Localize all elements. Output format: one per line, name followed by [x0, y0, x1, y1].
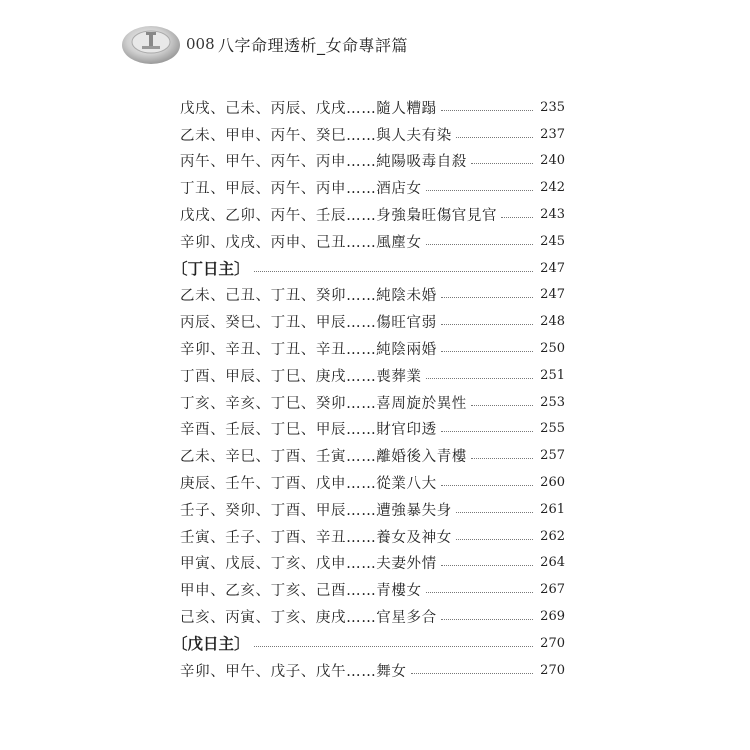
entry-title: 乙未、辛巳、丁酉、壬寅……離婚後入青樓	[180, 449, 467, 466]
toc-entry	[180, 416, 565, 443]
dot-leader	[441, 351, 533, 352]
dot-leader	[456, 539, 533, 540]
entry-title: 乙未、己丑、丁丑、癸卯……純陰未婚	[180, 288, 437, 305]
entry-page-number: 253	[540, 394, 565, 410]
dot-leader	[426, 244, 533, 245]
entry-page-number: 237	[540, 126, 565, 142]
entry-title: 己亥、丙寅、丁亥、庚戌……官星多合	[180, 610, 437, 627]
dot-leader	[471, 458, 533, 459]
entry-title: 辛卯、戊戌、丙申、己丑……風塵女	[180, 234, 422, 251]
toc-entry	[180, 148, 565, 175]
dot-leader	[426, 592, 533, 593]
entry-title: 甲寅、戊辰、丁亥、戊申……夫妻外情	[180, 556, 437, 573]
entry-title: 甲申、乙亥、丁亥、己酉……青樓女	[180, 583, 422, 600]
toc-entry	[180, 523, 565, 550]
dot-leader	[501, 217, 533, 218]
entry-page-number: 250	[540, 341, 565, 357]
entry-title: 戊戌、乙卯、丙午、壬辰……身強梟旺傷官見官	[180, 208, 498, 225]
toc-entry	[180, 389, 565, 416]
running-title: 八字命理透析_女命專評篇	[218, 36, 409, 55]
dot-leader	[426, 190, 533, 191]
entry-page-number: 270	[540, 635, 565, 651]
toc-entry	[180, 576, 565, 603]
page-number: 008	[186, 35, 215, 53]
entry-title: 壬寅、壬子、丁酉、辛丑……養女及神女	[180, 529, 452, 546]
toc-entry	[180, 603, 565, 630]
entry-page-number: 248	[540, 314, 565, 330]
dot-leader	[411, 673, 534, 674]
toc-section-heading	[172, 630, 565, 657]
toc-section-heading	[172, 255, 565, 282]
entry-title: 丙辰、癸巳、丁丑、甲辰……傷旺官弱	[180, 315, 437, 332]
toc-entry	[180, 121, 565, 148]
table-of-contents	[172, 94, 565, 684]
entry-page-number: 260	[540, 475, 565, 491]
dot-leader	[254, 271, 533, 272]
toc-entry	[180, 657, 565, 684]
toc-entry	[180, 174, 565, 201]
entry-title: 丁丑、甲辰、丙午、丙申……酒店女	[180, 181, 422, 198]
toc-entry	[180, 469, 565, 496]
entry-title: 辛卯、甲午、戊子、戊午……舞女	[180, 663, 407, 680]
toc-entry	[180, 496, 565, 523]
entry-page-number: 261	[540, 501, 565, 517]
entry-page-number: 270	[540, 662, 565, 678]
toc-entry	[180, 550, 565, 577]
entry-title: 戊戌、己未、丙辰、戊戌……隨人糟蹋	[180, 100, 437, 117]
entry-title: 辛卯、辛丑、丁丑、辛丑……純陰兩婚	[180, 342, 437, 359]
dot-leader	[254, 646, 533, 647]
entry-page-number: 240	[540, 153, 565, 169]
dot-leader	[426, 378, 533, 379]
toc-entry	[180, 335, 565, 362]
entry-title: 丙午、甲午、丙午、丙申……純陽吸毒自殺	[180, 154, 467, 171]
dot-leader	[471, 405, 533, 406]
dot-leader	[441, 324, 533, 325]
entry-page-number: 257	[540, 448, 565, 464]
entry-title: 丁酉、甲辰、丁巳、庚戌……喪葬業	[180, 368, 422, 385]
dot-leader	[441, 297, 533, 298]
entry-page-number: 247	[540, 260, 565, 276]
dot-leader	[441, 110, 533, 111]
toc-entry	[180, 201, 565, 228]
toc-entry	[180, 308, 565, 335]
entry-page-number: 235	[540, 99, 565, 115]
entry-page-number: 245	[540, 233, 565, 249]
dot-leader	[456, 137, 533, 138]
entry-page-number: 255	[540, 421, 565, 437]
toc-entry	[180, 442, 565, 469]
dot-leader	[441, 485, 533, 486]
entry-page-number: 267	[540, 582, 565, 598]
dot-leader	[456, 512, 533, 513]
entry-page-number: 242	[540, 180, 565, 196]
entry-page-number: 247	[540, 287, 565, 303]
entry-title: 庚辰、壬午、丁酉、戊申……從業八大	[180, 476, 437, 493]
dot-leader	[441, 565, 533, 566]
toc-entry	[180, 94, 565, 121]
page-header	[120, 18, 520, 74]
entry-title: 丁亥、辛亥、丁巳、癸卯……喜周旋於異性	[180, 395, 467, 412]
entry-page-number: 251	[540, 367, 565, 383]
entry-page-number: 269	[540, 609, 565, 625]
toc-entry	[180, 228, 565, 255]
section-title: 〔戊日主〕	[172, 635, 250, 654]
entry-page-number: 264	[540, 555, 565, 571]
dot-leader	[471, 163, 533, 164]
toc-entry	[180, 282, 565, 309]
entry-title: 乙未、甲申、丙午、癸巳……與人夫有染	[180, 127, 452, 144]
dot-leader	[441, 619, 533, 620]
entry-page-number: 262	[540, 528, 565, 544]
entry-page-number: 243	[540, 207, 565, 223]
section-title: 〔丁日主〕	[172, 260, 250, 279]
toc-entry	[180, 362, 565, 389]
book-logo-icon	[120, 20, 182, 66]
dot-leader	[441, 431, 533, 432]
entry-title: 辛酉、壬辰、丁巳、甲辰……財官印透	[180, 422, 437, 439]
entry-title: 壬子、癸卯、丁酉、甲辰……遭強暴失身	[180, 502, 452, 519]
